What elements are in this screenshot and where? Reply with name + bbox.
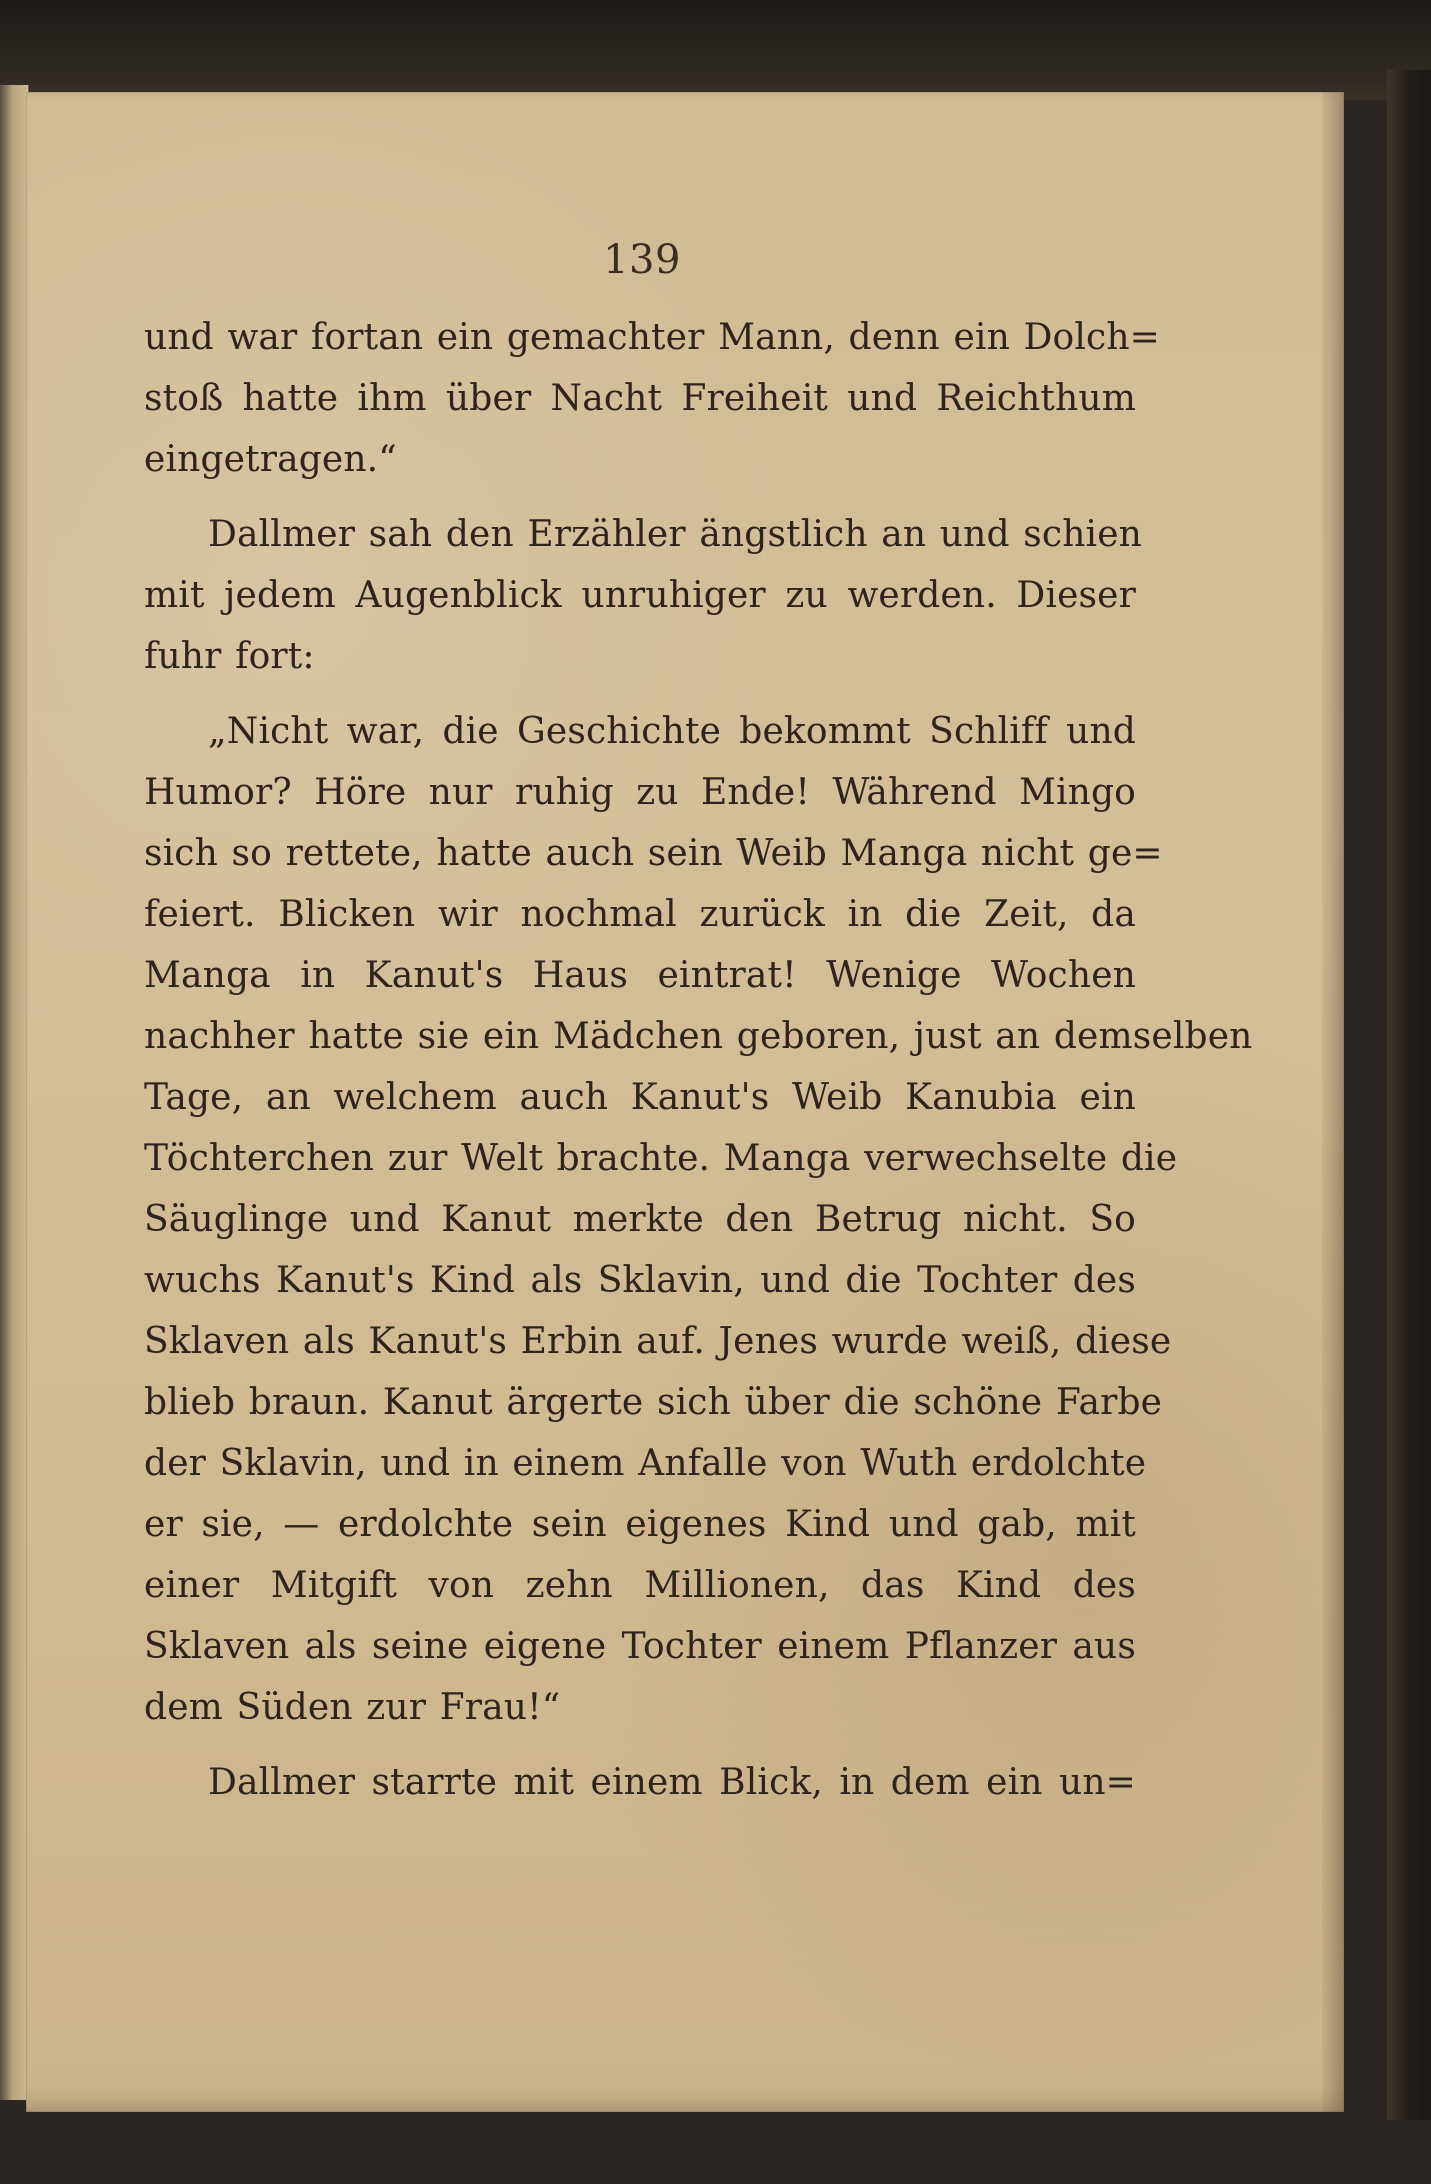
text-line-10: feiert. Blicken wir nochmal zurück in die Zeit, da (144, 894, 1136, 935)
text-line-21: einer Mitgift von zehn Millionen, das Kind des (144, 1565, 1136, 1606)
text-line-22: Sklaven als seine eigene Tochter einem Pflanzer aus (144, 1626, 1136, 1667)
text-line-5: mit jedem Augenblick unruhiger zu werden. Dieser (144, 575, 1136, 616)
text-line-6: fuhr fort: (144, 636, 315, 677)
cover-top-edge (0, 0, 1431, 100)
page-number: 139 (603, 237, 681, 283)
text-line-4: Dallmer sah den Erzähler ängstlich an und schien (208, 514, 1142, 555)
book-spine-edge (0, 85, 29, 2100)
page-shadow-bottom (26, 2086, 1344, 2112)
page-shadow-right (1322, 92, 1344, 2112)
text-line-20: er sie, — erdolchte sein eigenes Kind und gab, mit (144, 1504, 1136, 1545)
text-line-1: und war fortan ein gemachter Mann, denn ein Dolch= (144, 317, 1160, 358)
book-page (26, 92, 1344, 2112)
text-line-16: wuchs Kanut's Kind als Sklavin, und die Tochter des (144, 1260, 1136, 1301)
paragraph-gap-3 (144, 1738, 1136, 1752)
paragraph-gap-1 (144, 490, 1136, 504)
text-line-12: nachher hatte sie ein Mädchen geboren, just an demselben (144, 1016, 1253, 1057)
text-line-15: Säuglinge und Kanut merkte den Betrug nicht. So (144, 1199, 1136, 1240)
page-text (144, 307, 1253, 1813)
text-line-19: der Sklavin, und in einem Anfalle von Wuth erdolchte (144, 1443, 1147, 1484)
text-line-8: Humor? Höre nur ruhig zu Ende! Während Mingo (144, 772, 1136, 813)
text-line-3: eingetragen.“ (144, 439, 397, 480)
text-line-23: dem Süden zur Frau!“ (144, 1687, 561, 1728)
text-line-17: Sklaven als Kanut's Erbin auf. Jenes wurde weiß, diese (144, 1321, 1172, 1362)
text-line-24: Dallmer starrte mit einem Blick, in dem ein un= (208, 1762, 1136, 1803)
text-line-14: Töchterchen zur Welt brachte. Manga verwechselte die (144, 1138, 1178, 1179)
text-line-2: stoß hatte ihm über Nacht Freiheit und Reichthum (144, 378, 1136, 419)
text-line-7: „Nicht war, die Geschichte bekommt Schliff und (208, 711, 1136, 752)
text-line-13: Tage, an welchem auch Kanut's Weib Kanubia ein (144, 1077, 1136, 1118)
paragraph-gap-2 (144, 687, 1136, 701)
cover-right-edge (1387, 70, 1431, 2120)
text-line-18: blieb braun. Kanut ärgerte sich über die schöne Farbe (144, 1382, 1163, 1423)
text-line-11: Manga in Kanut's Haus eintrat! Wenige Wochen (144, 955, 1136, 996)
text-line-9: sich so rettete, hatte auch sein Weib Manga nicht ge= (144, 833, 1163, 874)
